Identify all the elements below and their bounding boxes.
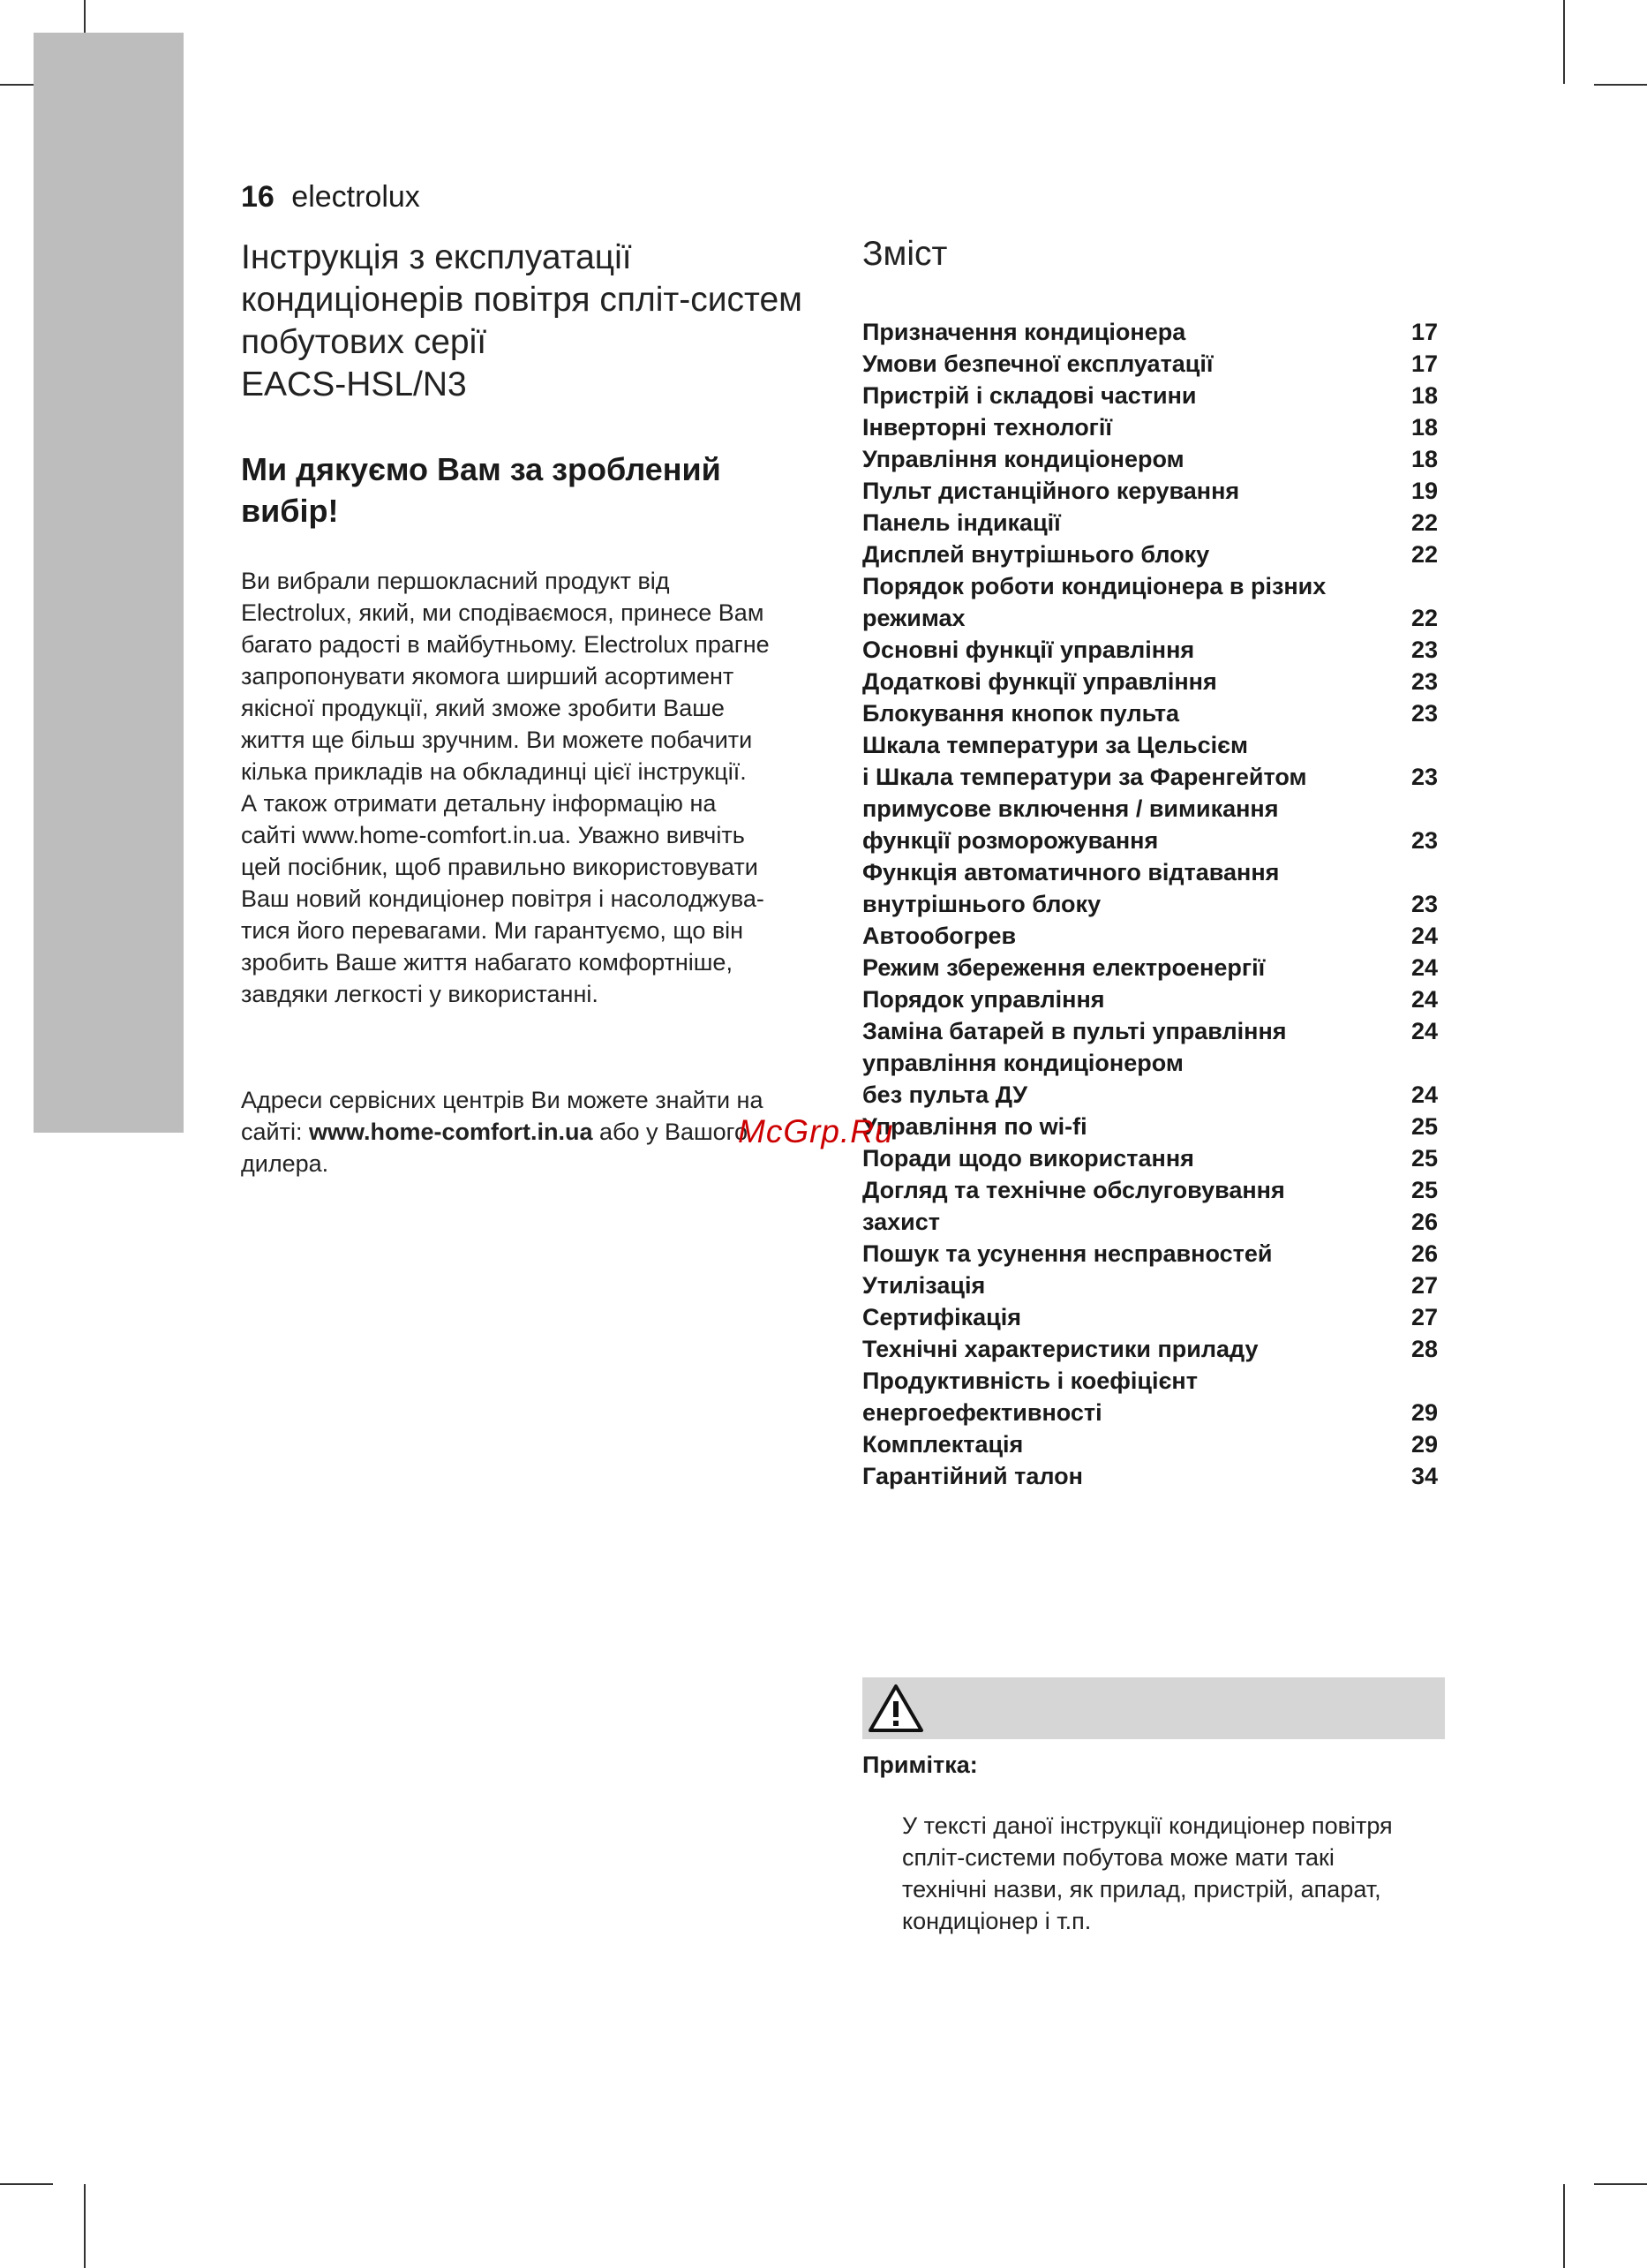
toc-item — [862, 1365, 1438, 1397]
toc-item — [862, 888, 1438, 920]
toc-item-page: 17 — [1410, 350, 1438, 377]
left-column — [241, 237, 824, 1179]
toc-item-title: Пошук та усунення несправностей — [862, 1240, 1273, 1267]
toc-item-title: Додаткові функції управління — [862, 668, 1217, 695]
toc-item-page: 28 — [1410, 1336, 1438, 1362]
toc-item-title: Функція автоматичного відтавання — [862, 859, 1280, 885]
toc-item — [862, 1206, 1438, 1238]
toc-item — [862, 348, 1438, 380]
toc-item-title: Порядок роботи кондиціонера в різних — [862, 573, 1327, 599]
toc-item-title: примусове включення / вимикання — [862, 795, 1279, 822]
crop-mark — [1594, 2183, 1647, 2185]
document-title: Інструкція з експлуатації кондиціонерів повітря спліт-систем побутових серії EACS-HSL/N3 — [241, 238, 802, 403]
toc-item — [862, 856, 1438, 888]
toc-item-title: режимах — [862, 605, 966, 631]
toc-item-page: 18 — [1410, 414, 1438, 441]
toc-item-page: 24 — [1410, 1081, 1438, 1108]
toc-item-title: Технічні характеристики приладу — [862, 1336, 1259, 1362]
toc-item-page: 26 — [1410, 1209, 1438, 1235]
toc-item — [862, 602, 1438, 634]
toc-item-title: і Шкала температури за Фаренгейтом — [862, 764, 1307, 790]
toc-item — [862, 729, 1438, 761]
toc-item-title: Режим збереження електроенергії — [862, 954, 1266, 981]
toc-item — [862, 666, 1438, 697]
intro-paragraph: Ви вибрали першокласний продукт від Electrolux, який, ми сподіваємося, принесе Вам багато радості в майбутньому. Electrolux прагне запропонувати якомога ширший асортимент якісної продукції, який зможе зробити Ваше життя ще більш зручним. Ви можете побачити кілька прикладів на обкладинці цієї інструкції. А також отримати детальну інформацію на сайті www.home-comfort.in.ua. Уважно вивчіть цей посібник, щоб правильно використовувати Ваш новий кондиціонер повітря і насолоджува- тися його перевагами. Ми гарантуємо, що він зробить Ваше життя набагато комфортніше, завдяки легкості у використанні. — [241, 568, 770, 1007]
toc-item — [862, 1428, 1438, 1460]
toc-item-page: 18 — [1410, 382, 1438, 409]
toc-item-title: Пульт дистанційного керування — [862, 478, 1240, 504]
toc-item-title: Блокування кнопок пульта — [862, 700, 1180, 727]
toc-item-page: 27 — [1410, 1272, 1438, 1299]
toc-item-title: Дисплей внутрішнього блоку — [862, 541, 1210, 568]
warning-icon — [866, 1682, 926, 1735]
toc-item-page: 26 — [1410, 1240, 1438, 1267]
toc-item-page: 25 — [1410, 1113, 1438, 1140]
toc-item-page: 22 — [1410, 605, 1438, 631]
service-url: www.home-comfort.in.ua — [308, 1119, 593, 1145]
toc-item-page: 23 — [1410, 637, 1438, 663]
toc-item-title: Автообогрев — [862, 923, 1017, 949]
toc-item — [862, 634, 1438, 666]
crop-mark — [84, 2184, 86, 2268]
toc-item — [862, 952, 1438, 983]
toc-item-title: Призначення кондиціонера — [862, 319, 1186, 345]
toc-item — [862, 507, 1438, 539]
toc-item-title: без пульта ДУ — [862, 1081, 1028, 1108]
note-label: Примітка: — [862, 1752, 978, 1778]
toc-item — [862, 983, 1438, 1015]
page-number: 16 — [241, 180, 274, 214]
note-text: У тексті даної інструкції кондиціонер повітря спліт-системи побутова може мати такі технічні назви, як прилад, пристрій, апарат, кондиціонер і т.п. — [902, 1812, 1393, 1934]
toc-item-page: 34 — [1410, 1463, 1438, 1489]
toc-item-page: 24 — [1410, 954, 1438, 981]
toc-item — [862, 1047, 1438, 1079]
toc-item — [862, 793, 1438, 825]
toc-item-title: Гарантійний талон — [862, 1463, 1083, 1489]
thanks-heading: Ми дякуємо Вам за зроблений вибір! — [241, 451, 721, 529]
toc-item — [862, 411, 1438, 443]
toc-item — [862, 825, 1438, 856]
toc-item-title: Комплектація — [862, 1431, 1024, 1458]
toc-item-page: 29 — [1410, 1431, 1438, 1458]
toc-item — [862, 443, 1438, 475]
toc-item-title: Управління по wi-fi — [862, 1113, 1087, 1140]
toc-item-page: 29 — [1410, 1399, 1438, 1426]
toc-item-title: Інверторні технології — [862, 414, 1113, 441]
toc-item-title: внутрішнього блоку — [862, 891, 1102, 917]
crop-mark — [0, 2183, 53, 2185]
toc-heading: Зміст — [862, 235, 948, 273]
toc-item-page: 25 — [1410, 1145, 1438, 1172]
toc-item-page: 24 — [1410, 1018, 1438, 1044]
toc-item — [862, 475, 1438, 507]
service-centers-paragraph: Адреси сервісних центрів Ви можете знайти на сайті: www.home-comfort.in.ua або у Вашого дилера. — [241, 1087, 763, 1177]
toc-item-page: 23 — [1410, 827, 1438, 854]
toc-item-page: 23 — [1410, 700, 1438, 727]
toc-item-title: енергоефективності — [862, 1399, 1102, 1426]
right-column — [862, 233, 1438, 1492]
toc-item-page: 22 — [1410, 509, 1438, 536]
toc-item-title: функції розморожування — [862, 827, 1159, 854]
toc-item-title: Шкала температури за Цельсієм — [862, 732, 1248, 758]
toc-item-title: управління кондиціонером — [862, 1050, 1184, 1076]
toc-item-page: 22 — [1410, 541, 1438, 568]
toc-item-page: 18 — [1410, 446, 1438, 472]
toc-item-page: 23 — [1410, 764, 1438, 790]
side-margin-bar — [34, 33, 184, 1133]
crop-mark — [1563, 0, 1565, 84]
note-banner — [862, 1677, 1445, 1739]
toc-item-title: Поради щодо використання — [862, 1145, 1194, 1172]
toc-item-title: Утилізація — [862, 1272, 986, 1299]
toc-item-title: Основні функції управління — [862, 637, 1195, 663]
toc-item — [862, 316, 1438, 348]
toc-item-title: Заміна батарей в пульті управління — [862, 1018, 1287, 1044]
toc-item-page: 23 — [1410, 891, 1438, 917]
toc-item — [862, 761, 1438, 793]
toc-item — [862, 697, 1438, 729]
toc-item-page: 17 — [1410, 319, 1438, 345]
crop-mark — [1594, 84, 1647, 86]
toc-item-title: захист — [862, 1209, 940, 1235]
brand-name: electrolux — [291, 180, 420, 214]
toc-item — [862, 1397, 1438, 1428]
toc-item-title: Продуктивність і коефіцієнт — [862, 1368, 1198, 1394]
toc-item-page: 23 — [1410, 668, 1438, 695]
toc-item-title: Пристрій і складові частини — [862, 382, 1197, 409]
watermark: McGrp.Ru — [738, 1113, 894, 1149]
toc-item-page: 19 — [1410, 478, 1438, 504]
toc-item — [862, 570, 1438, 602]
toc-item-page: 27 — [1410, 1304, 1438, 1330]
toc-item-title: Порядок управління — [862, 986, 1105, 1013]
toc-item — [862, 1142, 1438, 1174]
toc-item — [862, 1270, 1438, 1301]
toc-item — [862, 539, 1438, 570]
toc-item-page: 24 — [1410, 923, 1438, 949]
toc-item-title: Умови безпечної експлуатації — [862, 350, 1214, 377]
toc-item — [862, 1301, 1438, 1333]
toc-item — [862, 920, 1438, 952]
toc-item-title: Сертифікація — [862, 1304, 1021, 1330]
page-header — [241, 180, 420, 215]
toc-item — [862, 380, 1438, 411]
toc-item-page: 25 — [1410, 1177, 1438, 1203]
toc-item — [862, 1238, 1438, 1270]
toc-item — [862, 1079, 1438, 1111]
toc-item — [862, 1333, 1438, 1365]
table-of-contents — [862, 316, 1438, 1492]
toc-item — [862, 1015, 1438, 1047]
toc-item — [862, 1111, 1438, 1142]
toc-item-title: Догляд та технічне обслуговування — [862, 1177, 1285, 1203]
toc-item-page: 24 — [1410, 986, 1438, 1013]
toc-item — [862, 1174, 1438, 1206]
crop-mark — [1563, 2184, 1565, 2268]
toc-item-title: Управління кондиціонером — [862, 446, 1184, 472]
toc-item — [862, 1460, 1438, 1492]
toc-item-title: Панель індикації — [862, 509, 1061, 536]
